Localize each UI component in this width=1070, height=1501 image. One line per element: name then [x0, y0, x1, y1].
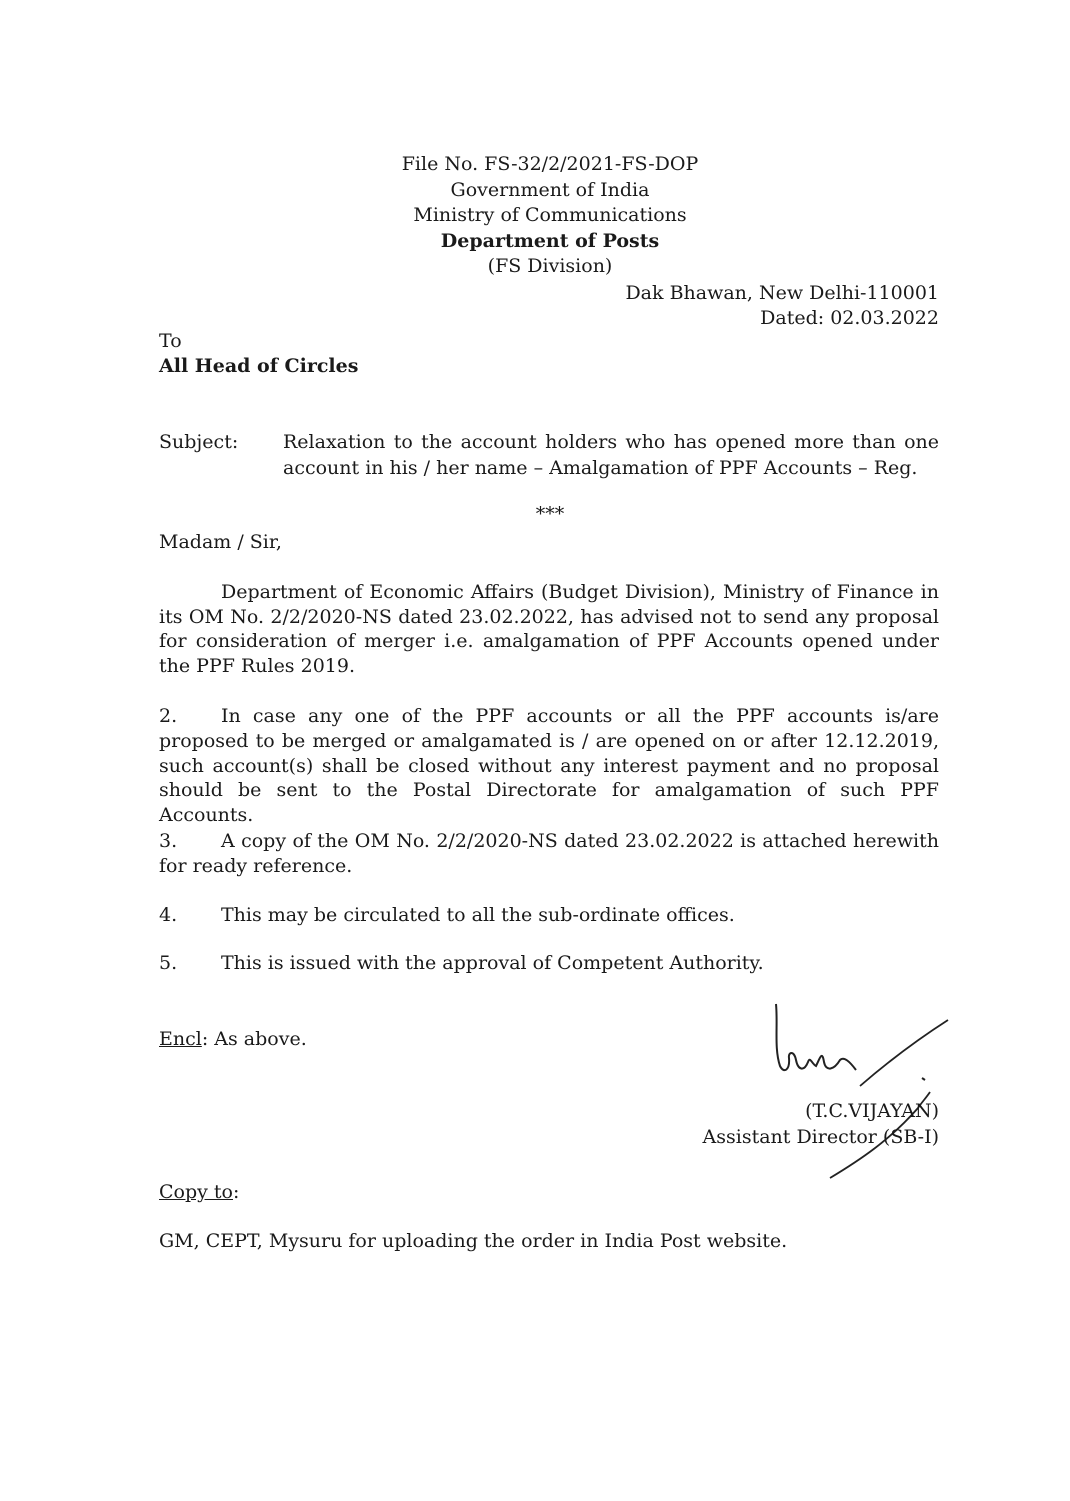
signature-mark [760, 1000, 960, 1190]
letterhead [360, 152, 740, 280]
copy-to-colon: : [233, 1181, 240, 1203]
government-name: Government of India [450, 178, 650, 201]
paragraph-3-number: 3. [159, 830, 178, 852]
subject-label: Subject: [159, 431, 239, 453]
copy-to-line [159, 1180, 239, 1205]
recipient-name: All Head of Circles [159, 355, 359, 377]
enclosure-label: Encl [159, 1028, 202, 1050]
office-address: Dak Bhawan, New Delhi-110001 [625, 282, 939, 304]
subject-line-2: account in his / her name – Amalgamation of PPF Accounts – Reg. [283, 457, 918, 479]
paragraph-4-number: 4. [159, 904, 178, 926]
paragraph-2: In case any one of the PPF accounts or all the PPF accounts is/are proposed to be merged or amalgamated is / are opened on or after 12.12.2019, such account(s) shall be closed without any interest payment and no proposal should be sent to the Postal Directorate for amalgamation of such PPF Accounts. [159, 705, 939, 827]
copy-to-label: Copy to [159, 1181, 233, 1203]
paragraph-5-number: 5. [159, 952, 178, 974]
enclosure-line [159, 1027, 307, 1052]
to-label: To [159, 330, 182, 352]
subject-line-1: Relaxation to the account holders who has opened more than one [283, 431, 939, 453]
paragraph-1: Department of Economic Affairs (Budget Division), Ministry of Finance in its OM No. 2/2/2020-NS dated 23.02.2022, has advised not to send any proposal for consideration of merger i.e. amalgamation of PPF Accounts opened under the PPF Rules 2019. [159, 581, 939, 677]
paragraph-5: This is issued with the approval of Competent Authority. [221, 952, 764, 974]
paragraph-2-number: 2. [159, 705, 178, 727]
file-number: File No. FS-32/2/2021-FS-DOP [401, 153, 699, 175]
paragraph-3: A copy of the OM No. 2/2/2020-NS dated 23.02.2022 is attached herewith for ready reference. [159, 830, 939, 877]
paragraph-4: This may be circulated to all the sub-ordinate offices. [221, 904, 735, 926]
salutation: Madam / Sir, [159, 531, 282, 553]
signatory-name: (T.C.VIJAYAN) [805, 1100, 939, 1122]
copy-to-recipient: GM, CEPT, Mysuru for uploading the order in India Post website. [159, 1230, 788, 1252]
signatory-designation: Assistant Director (SB-I) [702, 1126, 939, 1148]
ministry-name: Ministry of Communications [413, 204, 687, 226]
department-name: Department of Posts [440, 229, 660, 252]
separator: *** [535, 503, 565, 525]
division-name: (FS Division) [487, 255, 613, 277]
enclosure-text: : As above. [201, 1028, 307, 1050]
letter-date: Dated: 02.03.2022 [760, 307, 939, 329]
